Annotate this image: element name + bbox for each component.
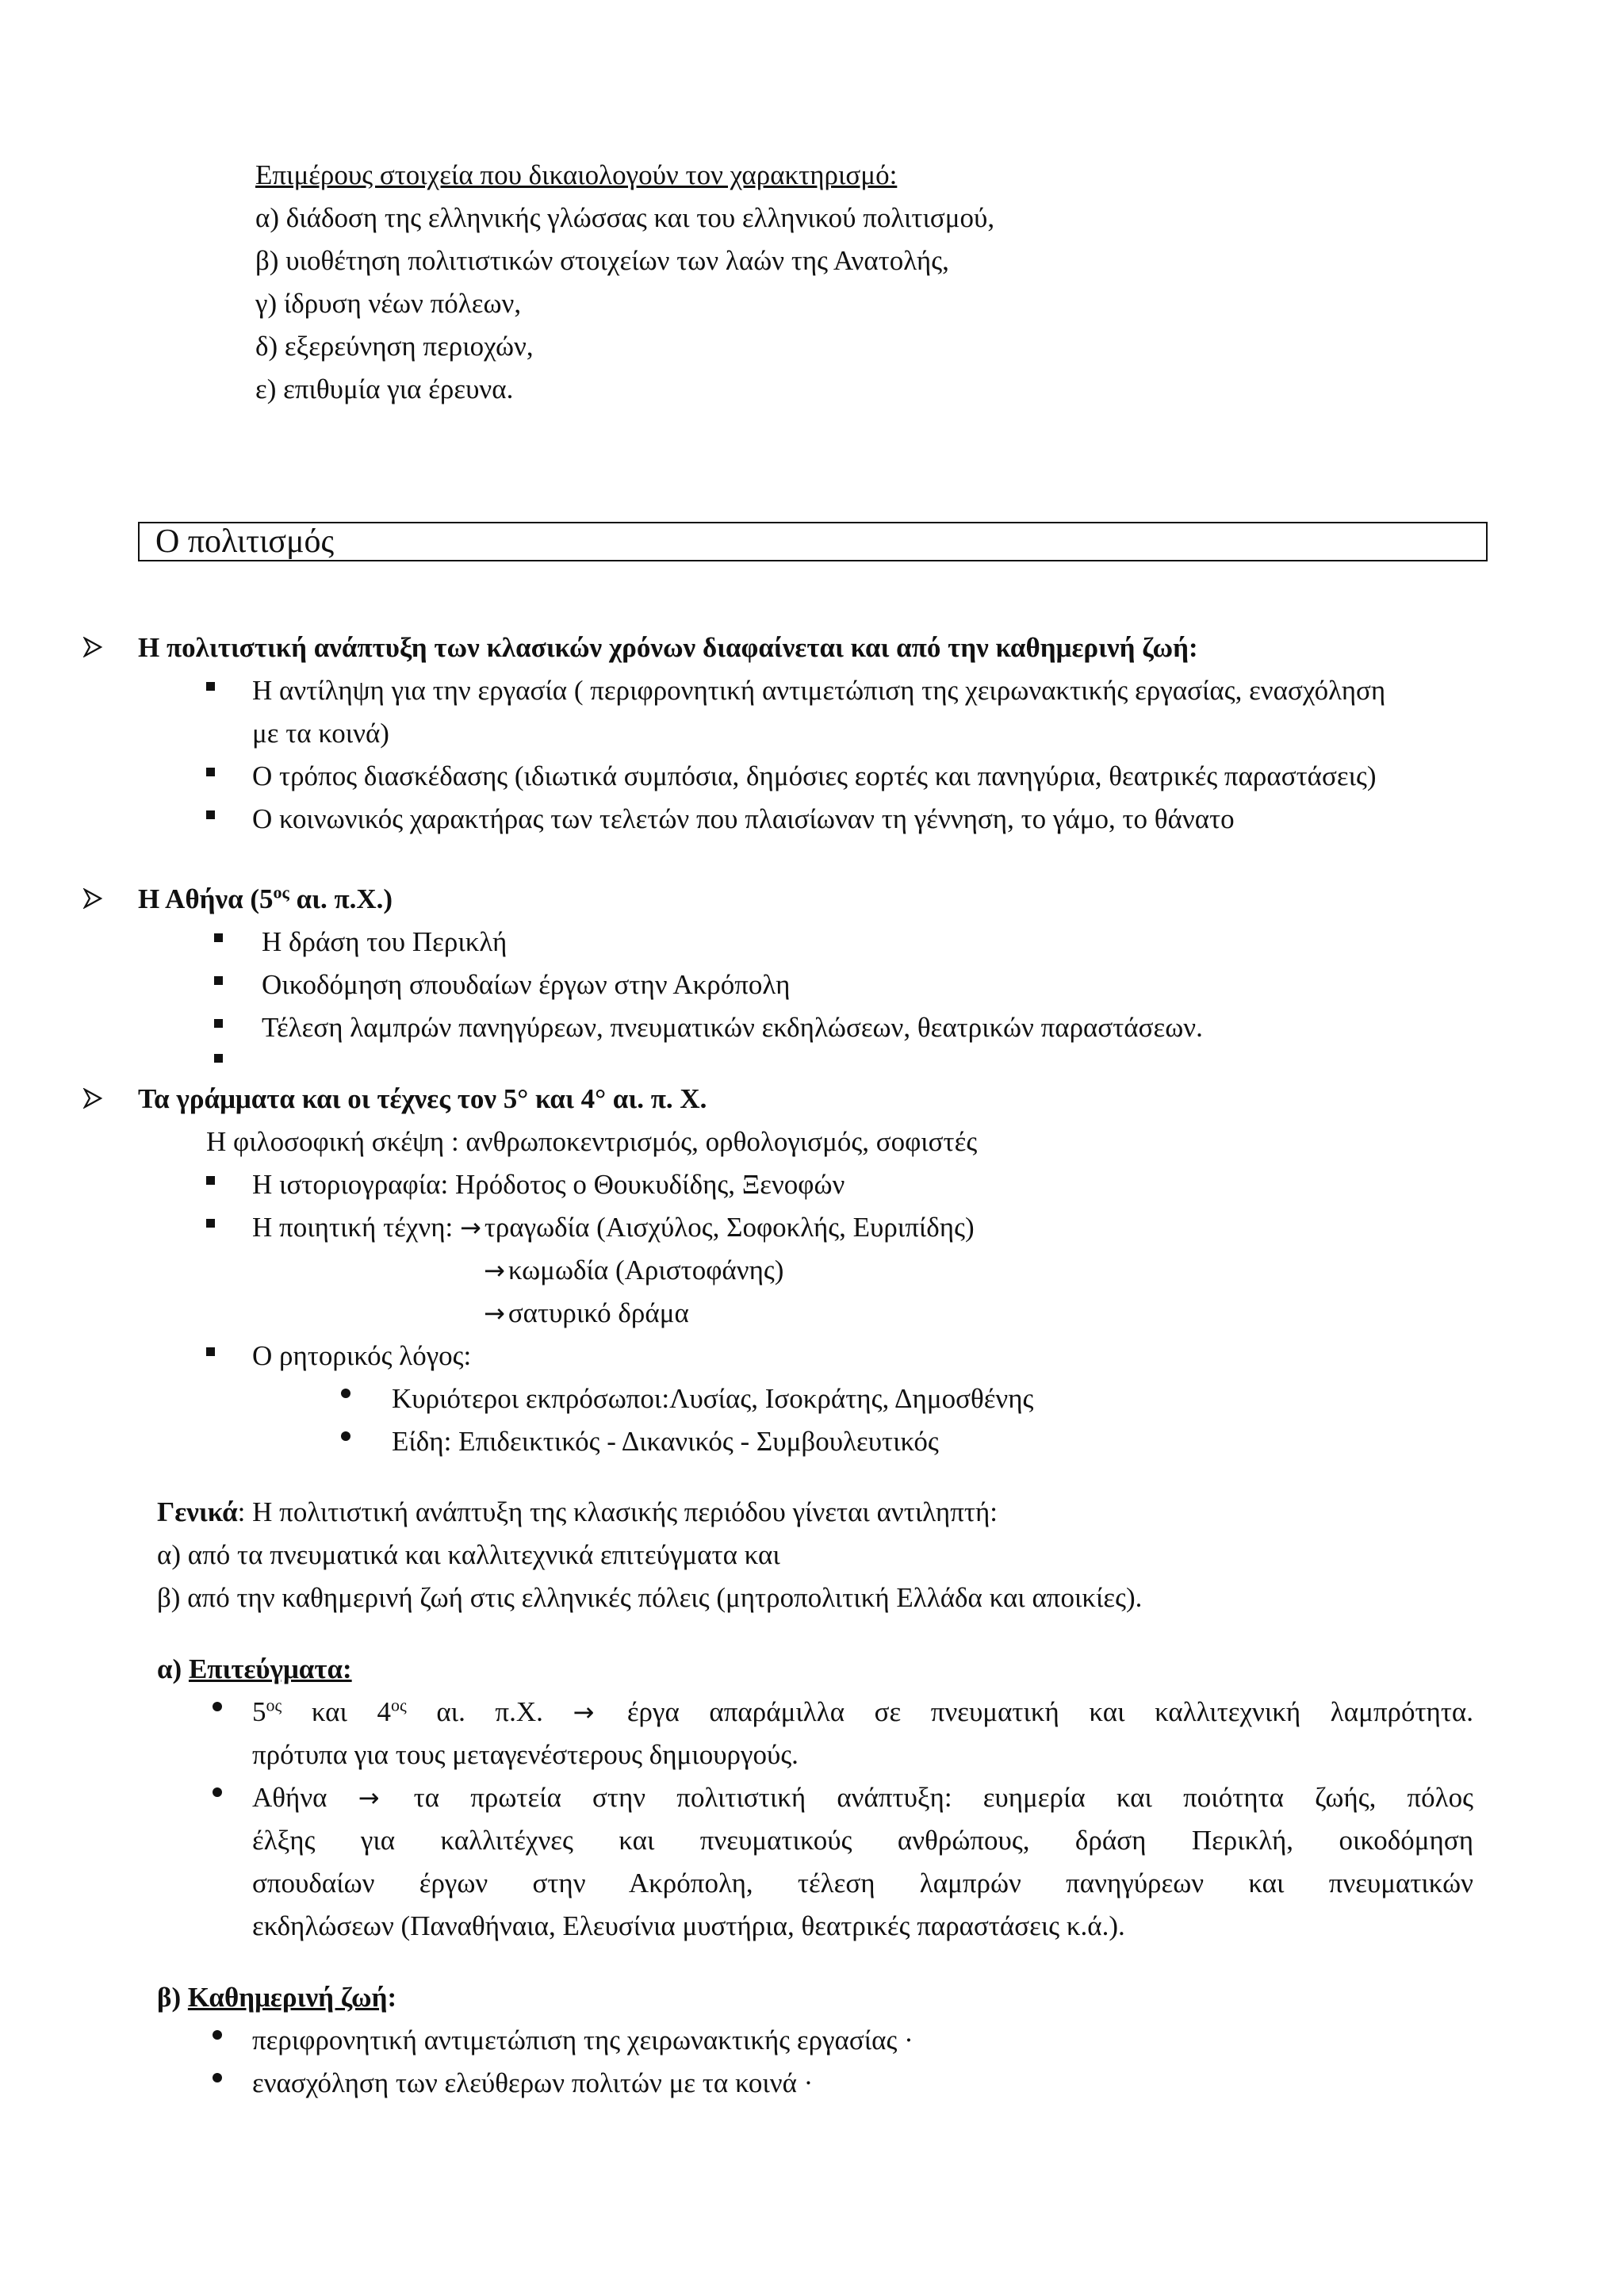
achievements-bullet1-line2: πρότυπα για τους μεταγενέστερους δημιουργούς. xyxy=(252,1739,799,1770)
square-bullet-icon xyxy=(206,810,215,819)
arrow-right-icon: → xyxy=(460,1213,481,1243)
round-bullet-icon xyxy=(213,2073,222,2082)
intro-heading: Επιμέρους στοιχεία που δικαιολογούν τον χαρακτηρισμό: xyxy=(255,159,898,190)
round-bullet-icon xyxy=(341,1431,350,1441)
block1-item1-line1: Η αντίληψη για την εργασία ( περιφρονητική αντιμετώπιση της χειρωνακτικής εργασίας, ενασχόληση xyxy=(252,675,1386,706)
block3-rhetoric-item1: Κυριότεροι εκπρόσωποι:Λυσίας, Ισοκράτης, Δημοσθένης xyxy=(392,1383,1034,1414)
block1-item3: Ο κοινωνικός χαρακτήρας των τελετών που πλαισίωναν τη γέννηση, το γάμο, το θάνατο xyxy=(252,803,1235,834)
arrow-bullet-icon xyxy=(82,888,103,909)
block2-heading: Η Αθήνα ($5^{o\varsigma}$ αι. π.Χ.) xyxy=(138,882,393,914)
achievements-bullet2-line3: σπουδαίων έργων στην Ακρόπολη, τέλεση λαμπρών πανηγύρεων και πνευματικών xyxy=(252,1868,1473,1898)
square-bullet-icon xyxy=(206,1219,215,1228)
general-line2: α) από τα πνευματικά και καλλιτεχνικά επιτεύγματα και xyxy=(157,1539,780,1570)
block1-item2: Ο τρόπος διασκέδασης (ιδιωτικά συμπόσια, δημόσιες εορτές και πανηγύρια, θεατρικές παραστάσεις) xyxy=(252,761,1377,791)
arrow-right-icon: → xyxy=(484,1255,505,1285)
block3-rhetoric-item2: Είδη: Επιδεικτικός - Δικανικός - Συμβουλευτικός xyxy=(392,1426,939,1457)
round-bullet-icon xyxy=(213,2030,222,2040)
arrow-bullet-icon xyxy=(82,1088,103,1109)
block3-philosophy: Η φιλοσοφική σκέψη : ανθρωποκεντρισμός, ορθολογισμός, σοφιστές xyxy=(206,1126,978,1157)
block3-poetry-satyr: → σατυρικό δράμα xyxy=(484,1292,689,1335)
intro-item-b: β) υιοθέτηση πολιτιστικών στοιχείων των λαών της Ανατολής, xyxy=(255,245,949,276)
round-bullet-icon xyxy=(213,1702,222,1711)
achievements-bullet2-line1: Αθήνα → τα πρωτεία στην πολιτιστική ανάπτυξη: ευημερία και ποιότητα ζωής, πόλος xyxy=(252,1776,1473,1819)
block1-item1-line2: με τα κοινά) xyxy=(252,718,389,749)
achievements-bullet2-line2: έλξης για καλλιτέχνες και πνευματικούς ανθρώπους, δράση Περικλή, οικοδόμηση xyxy=(252,1825,1473,1856)
block3-poetry: Η ποιητική τέχνη: → τραγωδία (Αισχύλος, Σοφοκλής, Ευριπίδης) xyxy=(252,1206,975,1249)
intro-item-e: ε) επιθυμία για έρευνα. xyxy=(255,374,514,404)
square-bullet-icon xyxy=(206,682,215,691)
block3-rhetoric: Ο ρητορικός λόγος: xyxy=(252,1340,472,1371)
daily-item2: ενασχόληση των ελεύθερων πολιτών με τα κοινά · xyxy=(252,2067,814,2098)
intro-item-d: δ) εξερεύνηση περιοχών, xyxy=(255,331,534,362)
square-bullet-icon xyxy=(214,1054,223,1063)
block2-item1: Η δράση του Περικλή xyxy=(262,926,508,957)
square-bullet-icon xyxy=(206,1176,215,1185)
square-bullet-icon xyxy=(214,933,223,942)
general-line1: Γενικά: Η πολιτιστική ανάπτυξη της κλασικής περιόδου γίνεται αντιληπτή: xyxy=(157,1496,998,1527)
arrow-right-icon: → xyxy=(358,1783,380,1813)
square-bullet-icon xyxy=(206,768,215,776)
block3-history: Η ιστοριογραφία: Ηρόδοτος ο Θουκυδίδης, Ξενοφών xyxy=(252,1169,845,1200)
square-bullet-icon xyxy=(206,1347,215,1356)
arrow-bullet-icon xyxy=(82,637,103,657)
block2-item2: Οικοδόμηση σπουδαίων έργων στην Ακρόπολη xyxy=(262,969,791,1000)
section-title: Ο πολιτισμός xyxy=(155,523,335,560)
square-bullet-icon xyxy=(214,976,223,985)
block1-heading: Η πολιτιστική ανάπτυξη των κλασικών χρόνων διαφαίνεται και από την καθημερινή ζωή: xyxy=(138,632,1198,663)
block3-heading: Τα γράμματα και οι τέχνες τον 5° και 4° αι. π. Χ. xyxy=(138,1083,707,1114)
section-title-box xyxy=(138,522,1488,561)
intro-item-c: γ) ίδρυση νέων πόλεων, xyxy=(255,288,522,319)
achievements-bullet1-line1: $5^{o\varsigma}$ και $4^{o\varsigma}$ αι. π.Χ. → έργα απαράμιλλα σε πνευματική και καλλιτεχνική λαμπρότητα. xyxy=(252,1691,1473,1734)
square-bullet-icon xyxy=(214,1019,223,1028)
daily-heading: β) Καθημερινή ζωή: xyxy=(157,1982,397,2013)
block2-item3: Τέλεση λαμπρών πανηγύρεων, πνευματικών εκδηλώσεων, θεατρικών παραστάσεων. xyxy=(262,1012,1203,1043)
round-bullet-icon xyxy=(341,1389,350,1398)
arrow-right-icon: → xyxy=(573,1697,595,1727)
block3-poetry-comedy: → κωμωδία (Αριστοφάνης) xyxy=(484,1249,783,1292)
intro-item-a: α) διάδοση της ελληνικής γλώσσας και του ελληνικού πολιτισμού, xyxy=(255,202,995,233)
daily-item1: περιφρονητική αντιμετώπιση της χειρωνακτικής εργασίας · xyxy=(252,2025,914,2056)
achievements-bullet2-line4: εκδηλώσεων (Παναθήναια, Ελευσίνια μυστήρια, θεατρικές παραστάσεις κ.ά.). xyxy=(252,1910,1125,1941)
achievements-heading: α) Επιτεύγματα: xyxy=(157,1653,352,1684)
round-bullet-icon xyxy=(213,1787,222,1797)
general-line3: β) από την καθημερινή ζωή στις ελληνικές πόλεις (μητροπολιτική Ελλάδα και αποικίες). xyxy=(157,1582,1143,1613)
arrow-right-icon: → xyxy=(484,1298,505,1328)
